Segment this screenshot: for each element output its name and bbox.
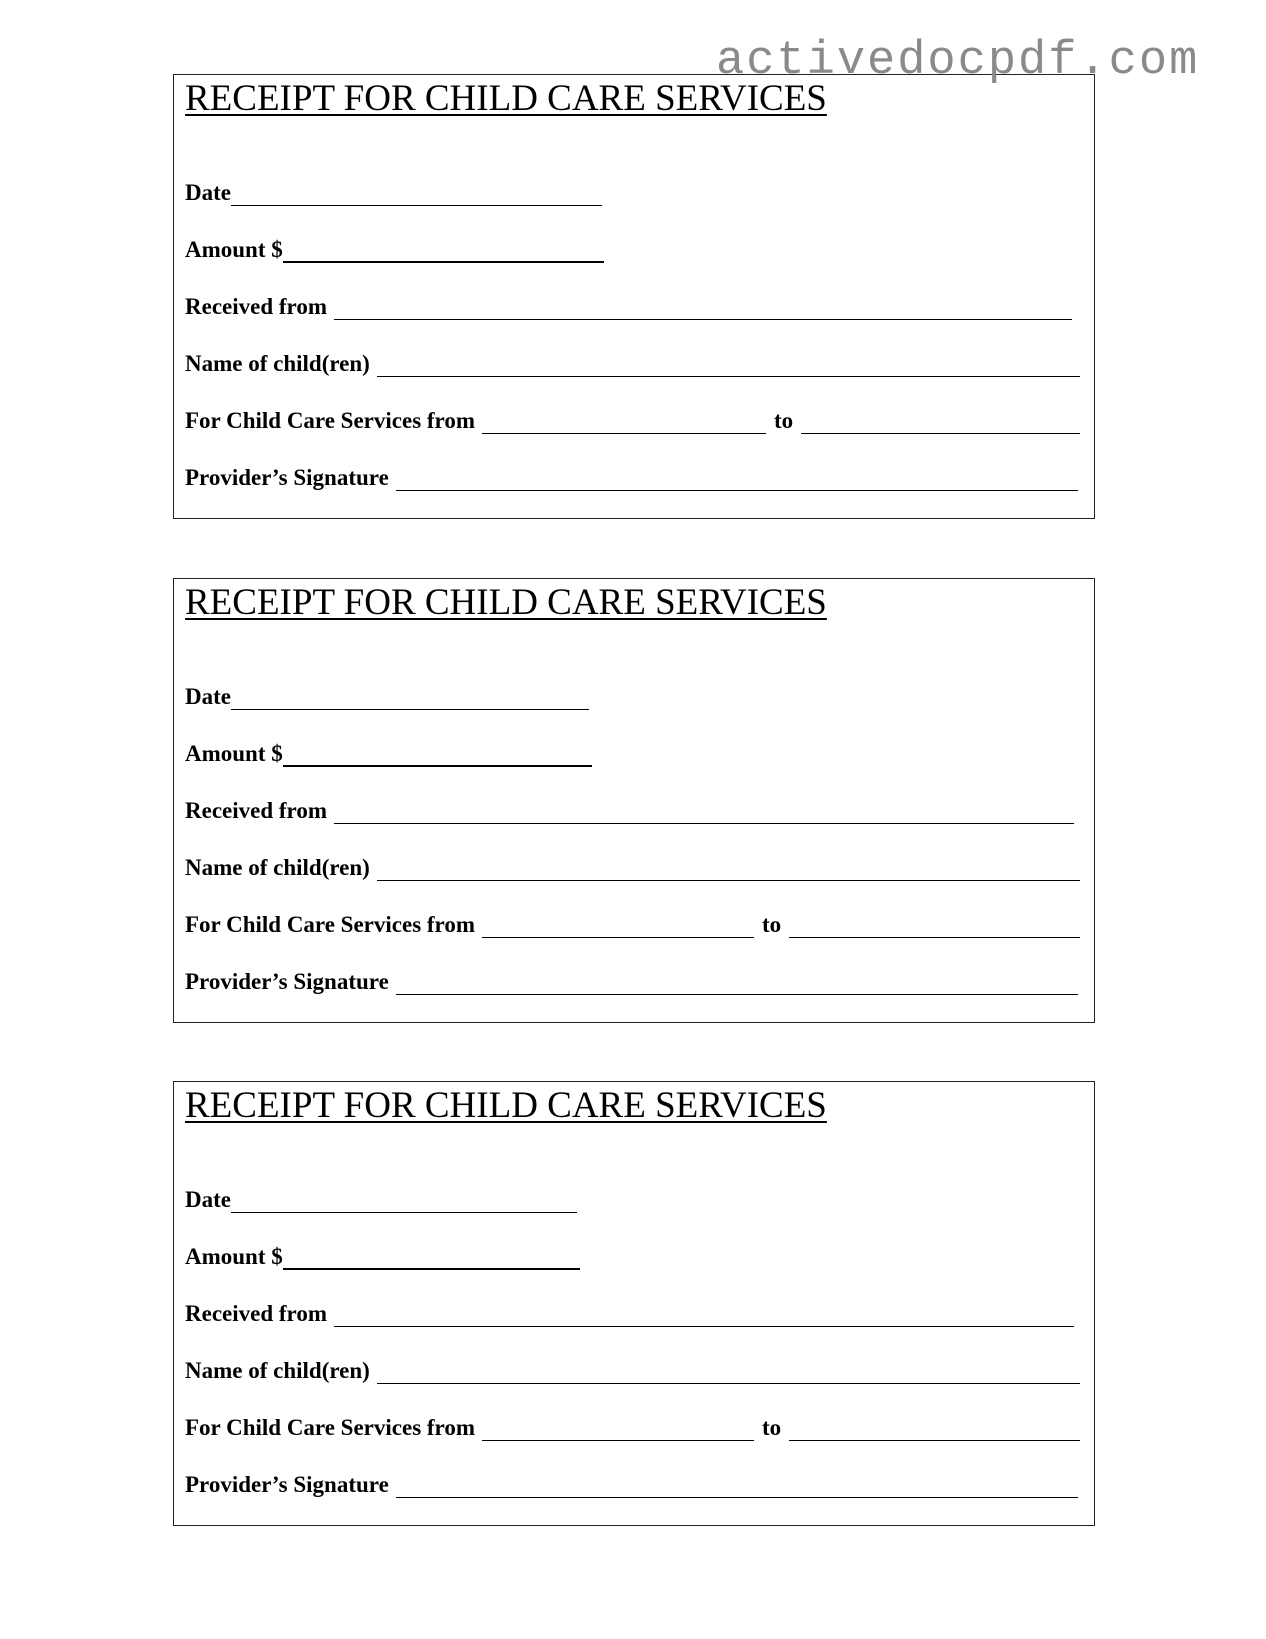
received-from-field[interactable]: [334, 318, 1072, 320]
to-label: to: [762, 1415, 782, 1440]
children-label: Name of child(ren): [185, 855, 370, 880]
date-label: Date: [185, 1187, 231, 1212]
services-to-field[interactable]: [801, 432, 1080, 434]
services-from-label: For Child Care Services from: [185, 408, 476, 433]
amount-label: Amount $: [185, 1244, 283, 1269]
children-label: Name of child(ren): [185, 1358, 370, 1383]
receipt-title: RECEIPT FOR CHILD CARE SERVICES: [185, 78, 827, 119]
received-from-label: Received from: [185, 294, 327, 319]
children-label: Name of child(ren): [185, 351, 370, 376]
children-field[interactable]: [377, 375, 1080, 377]
received-from-field[interactable]: [334, 1325, 1074, 1327]
amount-label: Amount $: [185, 237, 283, 262]
services-from-field[interactable]: [482, 1439, 754, 1441]
children-row: [185, 349, 1080, 379]
signature-row: [185, 1470, 1078, 1500]
services-row: [185, 1413, 1080, 1443]
signature-field[interactable]: [396, 1496, 1078, 1498]
services-from-field[interactable]: [482, 936, 754, 938]
amount-field[interactable]: [283, 764, 592, 767]
received-from-label: Received from: [185, 798, 327, 823]
amount-row: [185, 739, 1080, 769]
receipt-2: [173, 578, 1095, 1023]
amount-row: [185, 235, 1080, 265]
signature-row: [185, 967, 1078, 997]
services-from-field[interactable]: [482, 432, 766, 434]
services-from-label: For Child Care Services from: [185, 1415, 476, 1440]
amount-row: [185, 1242, 1080, 1272]
signature-field[interactable]: [396, 993, 1078, 995]
signature-label: Provider’s Signature: [185, 969, 389, 994]
received-from-field[interactable]: [334, 822, 1074, 824]
signature-row: [185, 463, 1078, 493]
services-row: [185, 910, 1080, 940]
amount-label: Amount $: [185, 741, 283, 766]
received-from-label: Received from: [185, 1301, 327, 1326]
signature-label: Provider’s Signature: [185, 465, 389, 490]
receipt-title: RECEIPT FOR CHILD CARE SERVICES: [185, 1085, 827, 1126]
services-to-field[interactable]: [789, 936, 1080, 938]
date-label: Date: [185, 180, 231, 205]
received-from-row: [185, 292, 1072, 322]
date-field[interactable]: [231, 1211, 577, 1213]
to-label: to: [774, 408, 794, 433]
date-label: Date: [185, 684, 231, 709]
received-from-row: [185, 1299, 1074, 1329]
children-field[interactable]: [377, 879, 1080, 881]
services-from-label: For Child Care Services from: [185, 912, 476, 937]
services-row: [185, 406, 1080, 436]
date-field[interactable]: [231, 204, 602, 206]
date-row: [185, 1185, 1080, 1215]
children-row: [185, 853, 1080, 883]
date-row: [185, 682, 1080, 712]
signature-label: Provider’s Signature: [185, 1472, 389, 1497]
watermark: activedocpdf.com: [716, 35, 1200, 88]
receipt-3: [173, 1081, 1095, 1526]
receipt-title: RECEIPT FOR CHILD CARE SERVICES: [185, 582, 827, 623]
date-row: [185, 178, 1080, 208]
amount-field[interactable]: [283, 260, 604, 263]
received-from-row: [185, 796, 1074, 826]
signature-field[interactable]: [396, 489, 1078, 491]
children-row: [185, 1356, 1080, 1386]
date-field[interactable]: [231, 708, 589, 710]
receipt-1: [173, 74, 1095, 519]
services-to-field[interactable]: [789, 1439, 1080, 1441]
children-field[interactable]: [377, 1382, 1080, 1384]
to-label: to: [762, 912, 782, 937]
amount-field[interactable]: [283, 1267, 580, 1270]
